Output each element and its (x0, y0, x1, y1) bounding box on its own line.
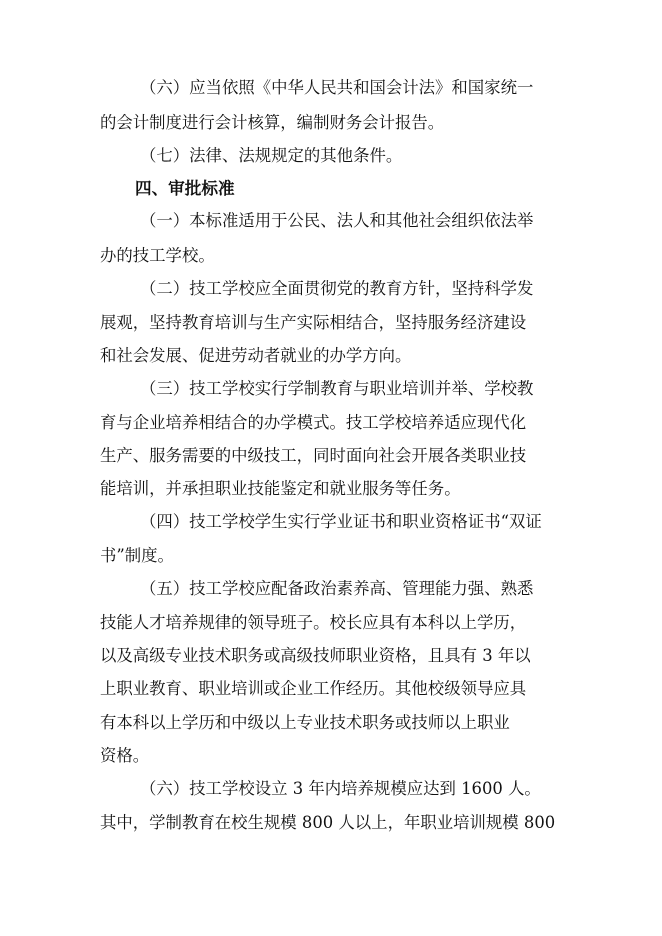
paragraph-line: （二）技工学校应全面贯彻党的教育方针，坚持科学发 (140, 279, 534, 298)
paragraph-line: 育与企业培养相结合的办学模式。技工学校培养适应现代化 (100, 413, 527, 432)
paragraph-line: 展观，坚持教育培训与生产实际相结合，坚持服务经济建设 (100, 313, 527, 332)
paragraph-line: 的会计制度进行会计核算，编制财务会计报告。 (100, 113, 445, 132)
paragraph-line: （七）法律、法规规定的其他条件。 (140, 146, 403, 165)
paragraph-line: 上职业教育、职业培训或企业工作经历。其他校级领导应具 (100, 679, 527, 698)
paragraph-line: 能培训，并承担职业技能鉴定和就业服务等任务。 (100, 479, 461, 498)
paragraph-line: 书”制度。 (100, 546, 174, 565)
paragraph-line: 和社会发展、促进劳动者就业的办学方向。 (100, 346, 412, 365)
paragraph-line: （六）技工学校设立 3 年内培养规模应达到 1600 人。 (140, 779, 541, 798)
paragraph-line: 技能人才培养规律的领导班子。校长应具有本科以上学历， (100, 613, 527, 632)
paragraph-line: 有本科以上学历和中级以上专业技术职务或技师以上职业 (100, 713, 510, 732)
paragraph-line: （三）技工学校实行学制教育与职业培训并举、学校教 (140, 379, 534, 398)
paragraph-line: 资格。 (100, 746, 150, 765)
paragraph-line: 以及高级专业技术职务或高级技师职业资格，且具有 3 年以 (100, 646, 531, 665)
paragraph-line: 其中，学制教育在校生规模 800 人以上，年职业培训规模 800 (100, 813, 556, 832)
paragraph-line: （一）本标准适用于公民、法人和其他社会组织依法举 (140, 211, 534, 230)
paragraph-line: 生产、服务需要的中级技工，同时面向社会开展各类职业技 (100, 446, 527, 465)
section-heading: 四、审批标准 (135, 179, 235, 198)
paragraph-line: 办的技工学校。 (100, 246, 215, 265)
paragraph-line: （六）应当依照《中华人民共和国会计法》和国家统一 (140, 78, 534, 97)
paragraph-line: （四）技工学校学生实行学业证书和职业资格证书“双证 (140, 512, 542, 531)
paragraph-line: （五）技工学校应配备政治素养高、管理能力强、熟悉 (140, 579, 534, 598)
